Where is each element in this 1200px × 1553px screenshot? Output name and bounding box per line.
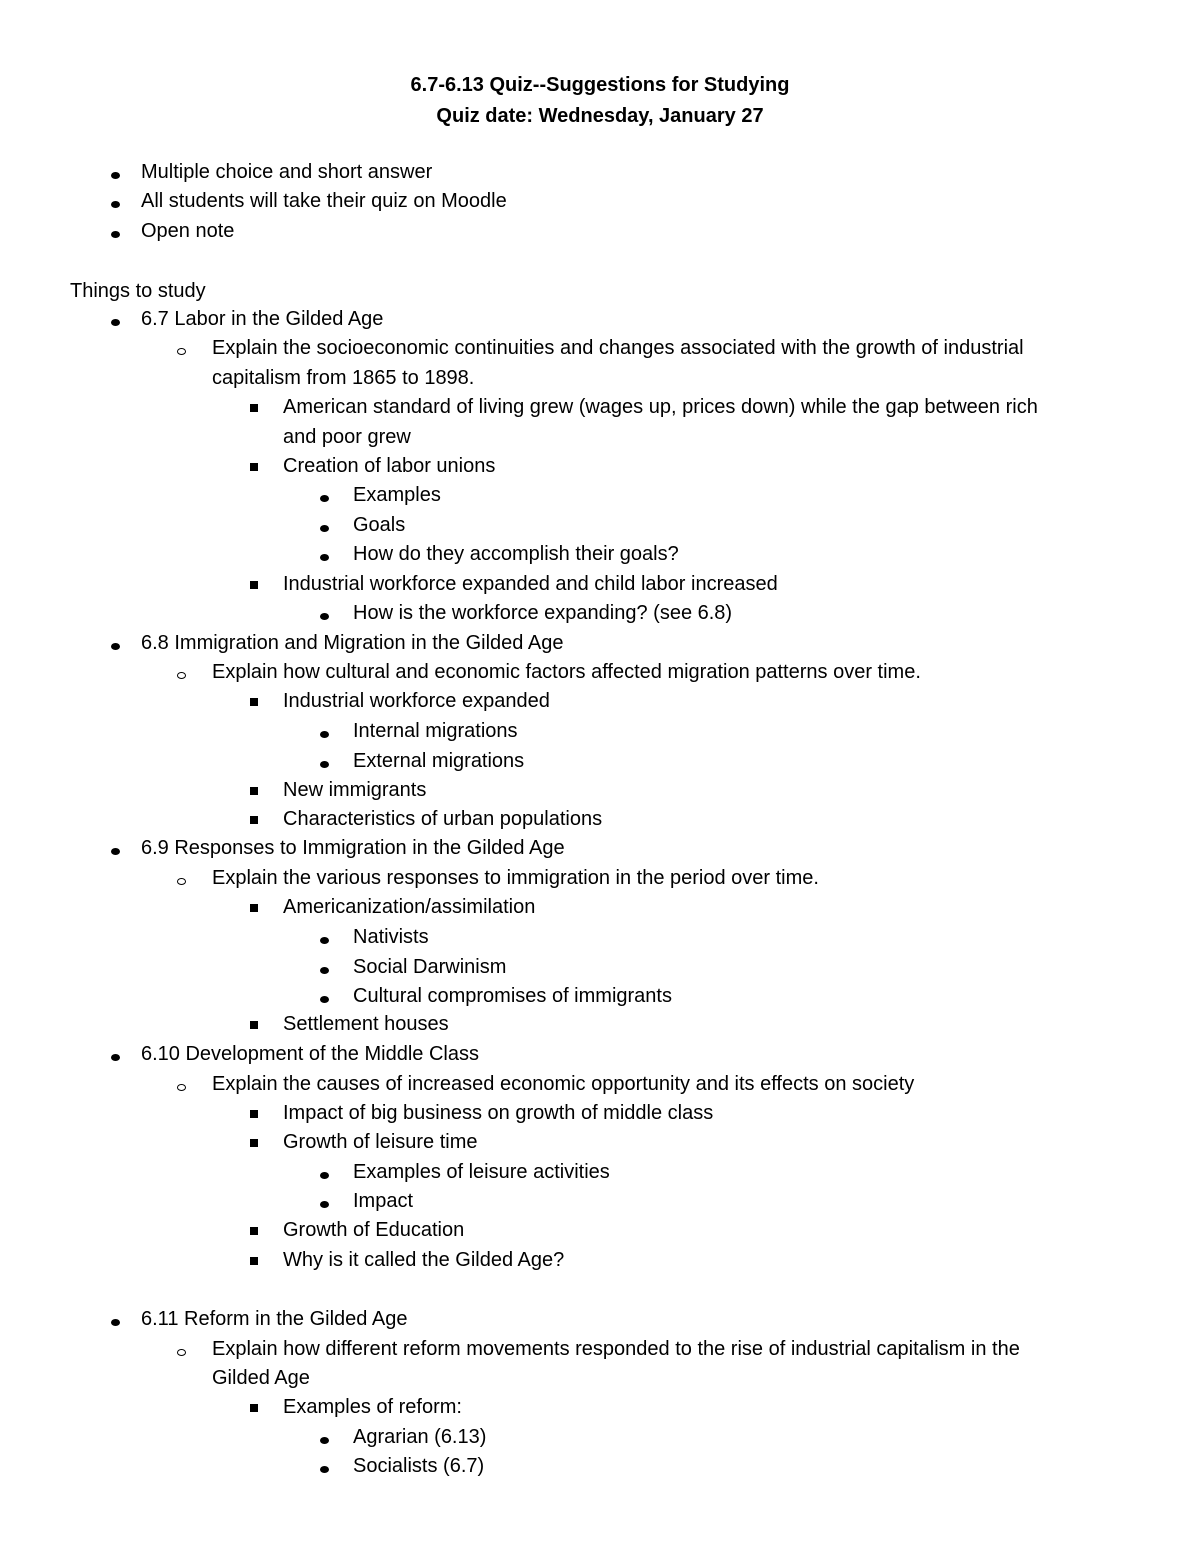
point-text: Settlement houses [283, 1013, 449, 1035]
bullet-square-icon [250, 1110, 258, 1118]
bullet-dot-icon [320, 1201, 329, 1208]
quiz-date: Quiz date: Wednesday, January 27 [436, 105, 764, 127]
bullet-square-icon [250, 581, 258, 589]
bullet-dot-icon [320, 761, 329, 768]
objective-text-cont: Gilded Age [212, 1367, 310, 1389]
point-text: New immigrants [283, 779, 427, 801]
bullet-dot-icon [320, 1466, 329, 1473]
bullet-square-icon [250, 1227, 258, 1235]
sub-point-text: Socialists (6.7) [353, 1455, 485, 1477]
objective-text: Explain the socioeconomic continuities and changes associated with the growth of industrial [212, 337, 1024, 359]
bullet-dot-icon [111, 319, 120, 326]
bullet-dot-icon [111, 231, 120, 238]
bullet-ring-icon [177, 1349, 186, 1356]
section-title-6-10: 6.10 Development of the Middle Class [141, 1043, 479, 1065]
point-text: Examples of reform: [283, 1396, 462, 1418]
sub-point-text: Internal migrations [353, 720, 518, 742]
bullet-dot-icon [111, 848, 120, 855]
bullet-square-icon [250, 1139, 258, 1147]
sub-point-text: How is the workforce expanding? (see 6.8) [353, 602, 733, 624]
section-title-6-7: 6.7 Labor in the Gilded Age [141, 308, 384, 330]
bullet-dot-icon [320, 731, 329, 738]
sub-point-text: Goals [353, 514, 406, 536]
bullet-square-icon [250, 904, 258, 912]
point-text: Industrial workforce expanded [283, 690, 550, 712]
study-heading: Things to study [70, 280, 206, 302]
section-title-6-8: 6.8 Immigration and Migration in the Gilded Age [141, 632, 564, 654]
bullet-dot-icon [320, 525, 329, 532]
sub-point-text: Cultural compromises of immigrants [353, 985, 672, 1007]
bullet-dot-icon [111, 1319, 120, 1326]
bullet-square-icon [250, 404, 258, 412]
sub-point-text: How do they accomplish their goals? [353, 543, 679, 565]
point-text: Growth of Education [283, 1219, 465, 1241]
page-title: 6.7-6.13 Quiz--Suggestions for Studying [410, 74, 790, 96]
bullet-dot-icon [320, 967, 329, 974]
list-item: All students will take their quiz on Moodle [141, 190, 507, 212]
point-text: Industrial workforce expanded and child labor increased [283, 573, 778, 595]
bullet-ring-icon [177, 878, 186, 885]
bullet-square-icon [250, 1257, 258, 1265]
bullet-dot-icon [111, 172, 120, 179]
section-title-6-9: 6.9 Responses to Immigration in the Gilded Age [141, 837, 565, 859]
section-title-6-11: 6.11 Reform in the Gilded Age [141, 1308, 408, 1330]
point-text: Characteristics of urban populations [283, 808, 603, 830]
bullet-square-icon [250, 1404, 258, 1412]
point-text: American standard of living grew (wages up, prices down) while the gap between rich [283, 396, 1038, 418]
point-text: Americanization/assimilation [283, 896, 536, 918]
bullet-dot-icon [320, 937, 329, 944]
bullet-dot-icon [320, 1172, 329, 1179]
sub-point-text: Examples [353, 484, 441, 506]
sub-point-text: External migrations [353, 750, 525, 772]
bullet-dot-icon [111, 643, 120, 650]
sub-point-text: Impact [353, 1190, 414, 1212]
bullet-square-icon [250, 698, 258, 706]
bullet-dot-icon [320, 996, 329, 1003]
point-text: Impact of big business on growth of middle class [283, 1102, 714, 1124]
bullet-ring-icon [177, 1084, 186, 1091]
bullet-square-icon [250, 1021, 258, 1029]
objective-text: Explain how different reform movements responded to the rise of industrial capitalism in the [212, 1338, 1020, 1360]
bullet-dot-icon [320, 1437, 329, 1444]
point-text: Growth of leisure time [283, 1131, 478, 1153]
point-text: Why is it called the Gilded Age? [283, 1249, 565, 1271]
bullet-dot-icon [111, 201, 120, 208]
bullet-square-icon [250, 787, 258, 795]
sub-point-text: Examples of leisure activities [353, 1161, 610, 1183]
point-text-cont: and poor grew [283, 426, 411, 448]
objective-text: Explain the various responses to immigration in the period over time. [212, 867, 819, 889]
bullet-dot-icon [320, 613, 329, 620]
list-item: Open note [141, 220, 235, 242]
bullet-dot-icon [111, 1054, 120, 1061]
bullet-ring-icon [177, 348, 186, 355]
point-text: Creation of labor unions [283, 455, 496, 477]
sub-point-text: Social Darwinism [353, 956, 507, 978]
bullet-dot-icon [320, 554, 329, 561]
bullet-dot-icon [320, 495, 329, 502]
objective-text: Explain how cultural and economic factors affected migration patterns over time. [212, 661, 921, 683]
bullet-square-icon [250, 816, 258, 824]
list-item: Multiple choice and short answer [141, 161, 433, 183]
objective-text: Explain the causes of increased economic opportunity and its effects on society [212, 1073, 915, 1095]
objective-text-cont: capitalism from 1865 to 1898. [212, 367, 475, 389]
bullet-square-icon [250, 463, 258, 471]
sub-point-text: Nativists [353, 926, 429, 948]
bullet-ring-icon [177, 672, 186, 679]
sub-point-text: Agrarian (6.13) [353, 1426, 487, 1448]
